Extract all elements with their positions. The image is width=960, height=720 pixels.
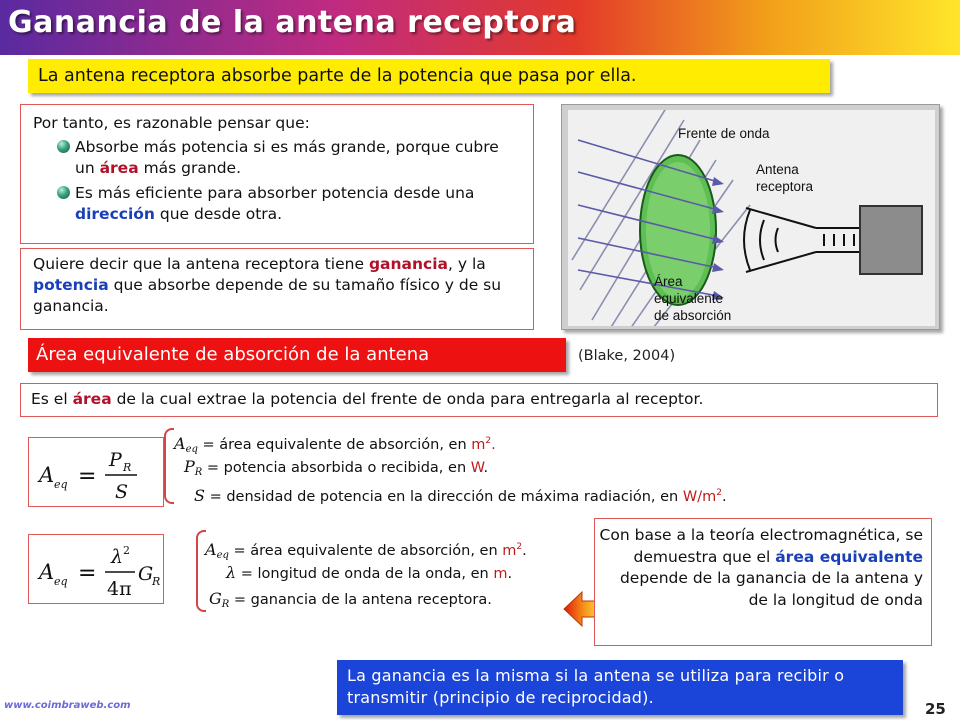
theory-text: Con base a la teoría electromagnética, se demuestra que el xyxy=(599,526,923,566)
antenna-label-line2: receptora xyxy=(756,179,814,194)
bullet-direction-text: Es más eficiente para absorber potencia desde una xyxy=(75,184,475,202)
def-unit: m xyxy=(493,566,508,582)
def-unit: m xyxy=(471,436,486,453)
def-text: = potencia absorbida o recibida, en xyxy=(202,460,471,476)
formula1-brace xyxy=(164,428,174,504)
def-symbol: P xyxy=(184,457,195,476)
formula-aeq-ps-svg xyxy=(29,438,165,508)
def-unit: W xyxy=(470,460,484,476)
section-heading: Área equivalente de absorción de la antena xyxy=(28,338,566,372)
area-label-line1: Área xyxy=(654,274,683,289)
antenna-figure xyxy=(561,104,940,330)
def-symbol: G xyxy=(209,589,222,608)
formula2-numerator-sup: 2 xyxy=(123,544,130,557)
def-symbol: A xyxy=(205,539,217,559)
green-sphere-bullet-icon xyxy=(57,140,70,153)
footer-url[interactable]: www.coimbraweb.com xyxy=(4,700,131,711)
antenna-diagram xyxy=(568,110,935,326)
def-symbol: λ xyxy=(226,563,237,582)
def-symbol-sub: R xyxy=(194,467,203,478)
formula1-numerator: P xyxy=(109,449,122,471)
formula1-def-pr xyxy=(184,457,488,483)
def-unit-sup: 2 xyxy=(716,488,722,498)
def-unit-tail: . xyxy=(491,436,496,453)
receiver-box xyxy=(860,206,922,274)
theory-highlight: área equivalente xyxy=(775,547,923,566)
def-symbol: A xyxy=(174,433,186,453)
reasoning-intro: Por tanto, es razonable pensar que: xyxy=(33,114,310,132)
definition-text-end: de la cual extrae la potencia del frente de onda para entregarla al receptor. xyxy=(111,390,704,408)
formula1-def-s xyxy=(194,483,727,507)
formula2-def-aeq xyxy=(205,537,527,566)
formula1-equals: = xyxy=(78,464,97,489)
gain-explanation-box xyxy=(20,248,534,330)
def-unit-sup: 2 xyxy=(516,542,523,552)
formula2-denominator: 4π xyxy=(107,578,132,600)
definition-text: Es el xyxy=(31,390,73,408)
reasoning-box xyxy=(20,104,534,244)
def-symbol: S xyxy=(194,485,205,505)
def-unit: m xyxy=(502,542,517,559)
formula1-lhs: A xyxy=(39,463,55,487)
formula2-def-gr xyxy=(209,589,492,615)
antenna-figure-canvas xyxy=(568,110,935,326)
formula-aeq-lambda xyxy=(28,534,164,604)
gain-text-end: que absorbe depende de su tamaño físico y de su ganancia. xyxy=(33,276,502,315)
area-label-line3: de absorción xyxy=(654,308,732,323)
figure-credit: (Blake, 2004) xyxy=(578,348,676,364)
formula1-denominator: S xyxy=(115,481,129,503)
green-sphere-bullet-icon xyxy=(57,186,70,199)
formula1-lhs-sub: eq xyxy=(54,478,68,491)
antenna-label-line1: Antena xyxy=(756,162,799,177)
receiving-antenna-horn xyxy=(744,208,860,272)
def-unit-tail: . xyxy=(483,460,489,476)
definition-box xyxy=(20,383,938,417)
def-unit-tail: . xyxy=(721,488,727,505)
wavefront-label: Frente de onda xyxy=(678,126,770,141)
gain-highlight: ganancia xyxy=(368,255,448,273)
subtitle-bar: La antena receptora absorbe parte de la potencia que pasa por ella. xyxy=(28,59,830,93)
formula2-numerator: λ xyxy=(111,546,124,568)
bullet-area xyxy=(33,137,523,179)
gain-text-mid: , y la xyxy=(447,255,486,273)
bullet-direction-highlight: dirección xyxy=(75,205,155,223)
def-symbol-sub: eq xyxy=(216,549,229,561)
bullet-direction-text-end: que desde otra. xyxy=(154,205,283,223)
formula2-lhs-sub: eq xyxy=(54,575,68,588)
def-text: = área equivalente de absorción, en xyxy=(228,542,503,559)
bullet-area-text: Absorbe más potencia si es más grande, porque cubre un xyxy=(75,138,499,177)
formula2-factor-sub: R xyxy=(152,575,161,588)
def-text: = densidad de potencia en la dirección de máxima radiación, en xyxy=(204,488,683,505)
gain-text: Quiere decir que la antena receptora tiene xyxy=(33,255,369,273)
def-text: = longitud de onda de la onda, en xyxy=(236,566,494,582)
page-number: 25 xyxy=(925,700,946,718)
theory-text-end: depende de la ganancia de la antena y de la longitud de onda xyxy=(619,569,923,609)
bullet-area-text-end: más grande. xyxy=(138,159,242,177)
def-unit-sup: 2 xyxy=(485,436,492,446)
def-symbol-sub: R xyxy=(221,599,230,610)
definition-highlight: área xyxy=(72,390,112,408)
formula1-numerator-sub: R xyxy=(123,461,132,474)
bullet-area-highlight: área xyxy=(99,159,139,177)
formula-aeq-ps xyxy=(28,437,164,507)
reciprocity-callout: La ganancia es la misma si la antena se utiliza para recibir o transmitir (principio de reciprocidad). xyxy=(337,660,903,715)
def-unit-tail: . xyxy=(522,542,527,559)
bullet-direction xyxy=(33,183,523,225)
formula2-def-lambda xyxy=(226,563,512,584)
def-text: = área equivalente de absorción, en xyxy=(197,436,472,453)
formula2-equals: = xyxy=(78,561,97,586)
formula1-def-aeq xyxy=(174,431,496,460)
area-label-line2: equivalente xyxy=(654,291,724,306)
power-highlight: potencia xyxy=(33,276,109,294)
theory-box xyxy=(594,518,932,646)
def-symbol-sub: eq xyxy=(185,443,198,455)
slide-title: Ganancia de la antena receptora xyxy=(8,5,577,40)
formula2-lhs: A xyxy=(39,560,55,584)
formula-aeq-lambda-svg xyxy=(29,535,165,605)
title-bar xyxy=(0,0,960,55)
def-unit: W/m xyxy=(682,488,717,505)
formula2-factor: G xyxy=(138,563,154,585)
def-unit-tail: . xyxy=(507,566,513,582)
def-text: = ganancia de la antena receptora. xyxy=(229,592,492,608)
